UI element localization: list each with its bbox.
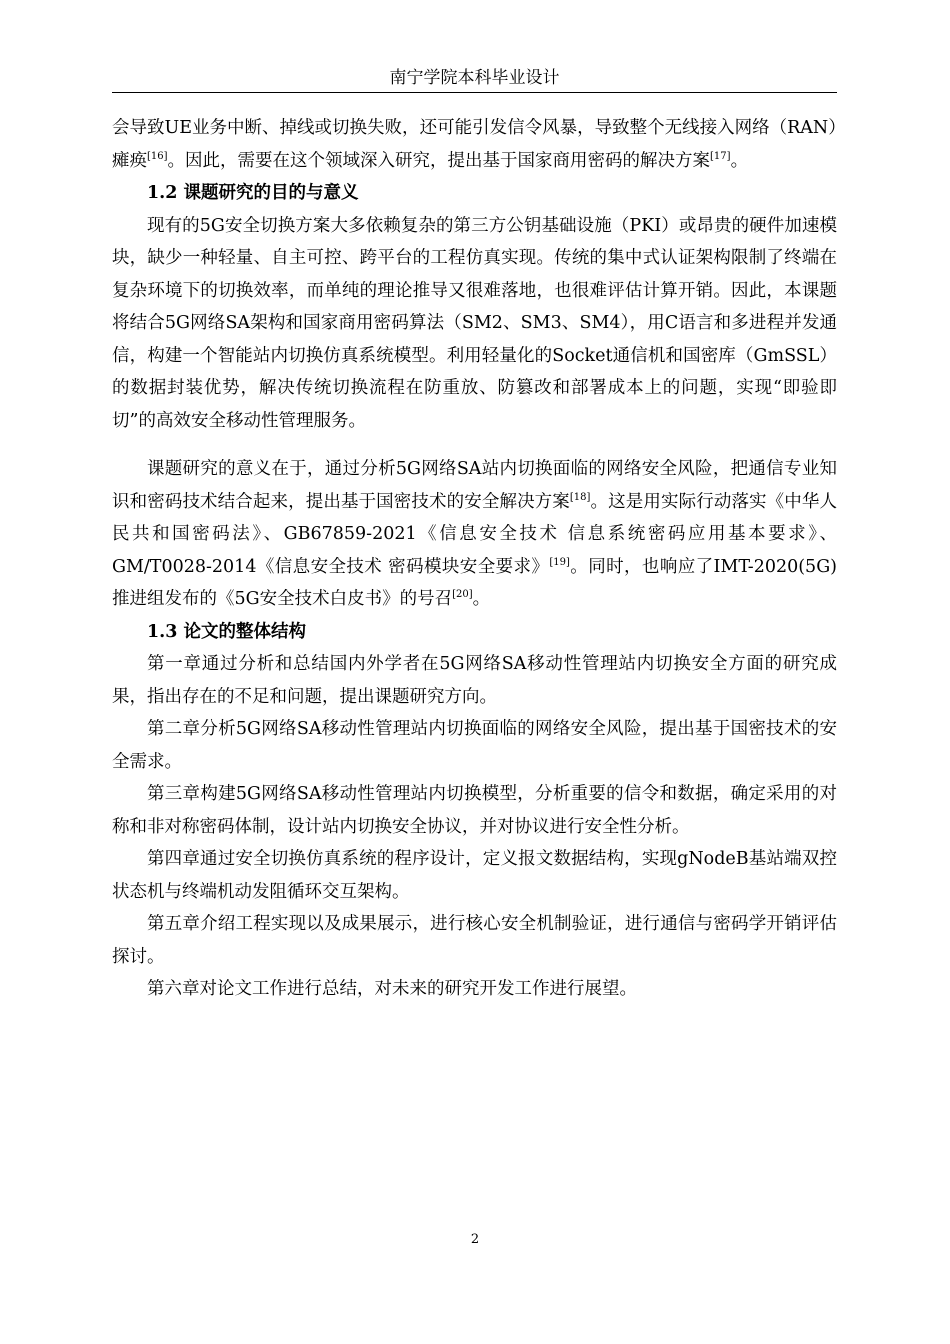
citation-20: [20]: [452, 589, 473, 601]
intro-text-2: 。因此，需要在这个领域深入研究，提出基于国家商用密码的解决方案: [167, 150, 711, 171]
significance-text-4: 。: [472, 589, 491, 609]
citation-17: [17]: [710, 150, 731, 162]
chapter-3-summary: 第三章构建5G网络SA移动性管理站内切换模型，分析重要的信令和数据，确定采用的对称和非对称密码体制，设计站内切换安全协议，并对协议进行安全性分析。: [112, 784, 837, 837]
citation-18: [18]: [569, 491, 591, 503]
page-number: 2: [470, 1232, 480, 1247]
chapter-2-summary: 第二章分析5G网络SA移动性管理站内切换面临的网络安全风险，提出基于国密技术的安全需求。: [112, 719, 837, 772]
significance-text-1: 课题研究的意义在于，通过分析5G网络SA站内切换面临的网络安全风险，把通信专业知识和密码技术结合起来，提出基于国密技术的安全解决方案: [112, 459, 837, 512]
chapter-6-summary: 第六章对论文工作进行总结，对未来的研究开发工作进行展望。: [147, 979, 637, 999]
intro-continuation-paragraph: [112, 112, 837, 177]
section-heading-1-3: 1.3 论文的整体结构: [147, 621, 307, 642]
purpose-paragraph: 现有的5G安全切换方案大多依赖复杂的第三方公钥基础设施（PKI）或昂贵的硬件加速模块，缺少一种轻量、自主可控、跨平台的工程仿真实现。传统的集中式认证架构限制了终端在复杂环境下的切换效率，而单纯的理论推导又很难落地，也很难评估计算开销。因此，本课题将结合5G网络SA架构和国家商用密码算法（SM2、SM3、SM4），用C语言和多进程并发通信，构建一个智能站内切换仿真系统模型。利用轻量化的Socket通信机和国密库（GmSSL）的数据封装优势，解决传统切换流程在防重放、防篡改和部署成本上的问题，实现“即验即切”的高效安全移动性管理服务。: [112, 215, 837, 431]
chapter-1-summary: 第一章通过分析和总结国内外学者在5G网络SA移动性管理站内切换安全方面的研究成果，指出存在的不足和问题，提出课题研究方向。: [112, 654, 837, 707]
intro-text-1: 会导致UE业务中断、掉线或切换失败，还可能引发信令风暴，导致整个无线接入网络（RAN）瘫痪: [112, 118, 837, 171]
significance-paragraph: [112, 453, 837, 616]
significance-text-3: 。同时，也响应了IMT-2020(5G)推进组发布的《5G安全技术白皮书》的号召: [112, 556, 838, 609]
page-footer: [0, 1232, 950, 1247]
citation-19: [19]: [549, 556, 570, 568]
page-header: [112, 64, 837, 93]
intro-text-3: 。: [730, 150, 749, 171]
significance-text-2: 。这是用实际行动落实《中华人民共和国密码法》、GB67859-2021《信息安全技术 信息系统密码应用基本要求》、GM/T0028-2014《信息安全技术 密码模块安全要求》: [112, 491, 838, 577]
chapter-4-summary: 第四章通过安全切换仿真系统的程序设计，定义报文数据结构，实现gNodeB基站端双控状态机与终端机动发阻循环交互架构。: [112, 849, 837, 902]
page-body: [112, 112, 837, 1006]
chapter-5-summary: 第五章介绍工程实现以及成果展示，进行核心安全机制验证，进行通信与密码学开销评估探讨。: [112, 914, 837, 967]
header-title: 南宁学院本科毕业设计: [389, 68, 560, 88]
section-heading-1-2: 1.2 课题研究的目的与意义: [147, 183, 359, 203]
citation-16: [16]: [147, 150, 168, 162]
